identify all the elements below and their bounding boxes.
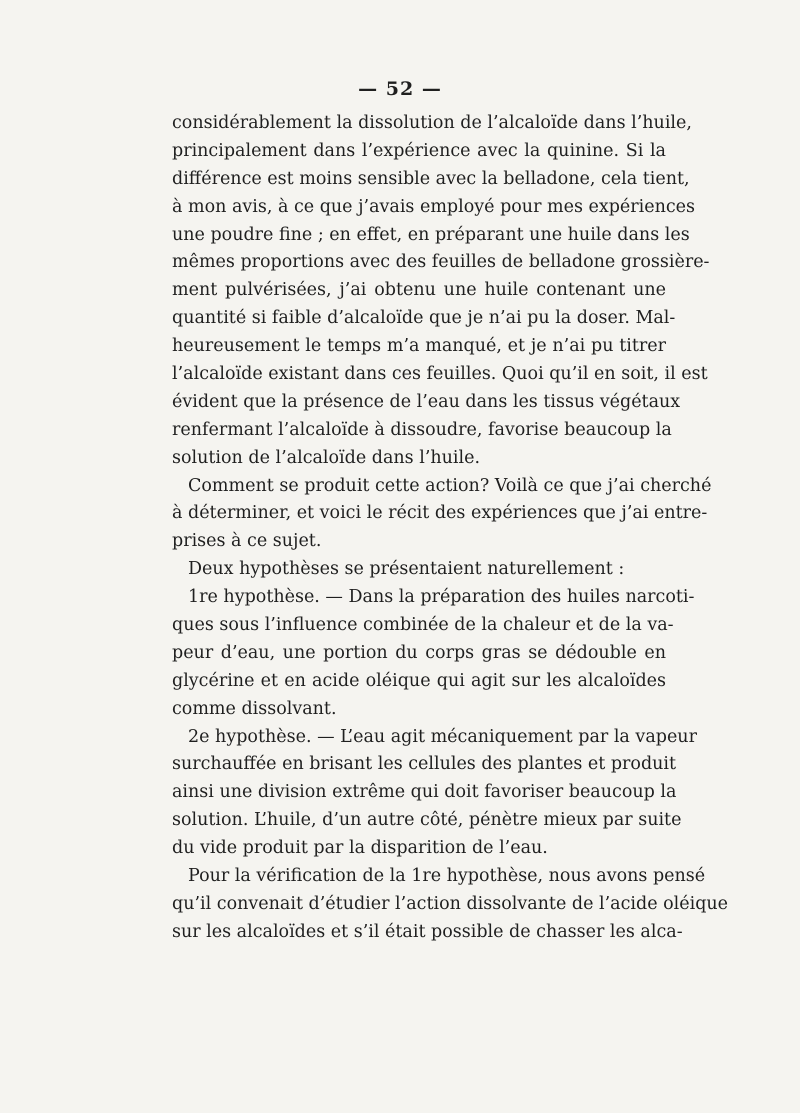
paragraph-6	[172, 863, 729, 947]
text-line: ainsi une division extrême qui doit favoriser beaucoup la	[172, 782, 677, 803]
text-line: du vide produit par la disparition de l’eau.	[172, 838, 548, 859]
text-line: peur d’eau, une portion du corps gras se dédouble en	[172, 642, 666, 663]
text-line: mêmes proportions avec des feuilles de belladone grossière-	[172, 252, 710, 273]
text-line: surchauffée en brisant les cellules des plantes et produit	[172, 754, 677, 775]
text-line: une poudre fine ; en effet, en préparant une huile dans les	[172, 224, 690, 245]
paragraph-3	[172, 556, 666, 584]
paragraph-2	[172, 473, 712, 557]
text-line: Pour la vérification de la 1re hypothèse, nous avons pensé	[188, 866, 706, 887]
text-line: à mon avis, à ce que j’avais employé pour mes expériences	[172, 196, 696, 217]
text-line: l’alcaloïde existant dans ces feuilles. Quoi qu’il en soit, il est	[172, 364, 708, 385]
text-line: renfermant l’alcaloïde à dissoudre, favorise beaucoup la	[172, 419, 672, 440]
text-line: solution. L’huile, d’un autre côté, pénètre mieux par suite	[172, 810, 682, 831]
text-line: ment pulvérisées, j’ai obtenu une huile contenant une	[172, 280, 666, 301]
text-line: sur les alcaloïdes et s’il était possible de chasser les alca-	[172, 921, 683, 942]
text-line: différence est moins sensible avec la belladone, cela tient,	[172, 168, 690, 189]
text-line: 2e hypothèse. — L’eau agit mécaniquement par la vapeur	[188, 726, 697, 747]
text-line: quantité si faible d’alcaloïde que je n’ai pu la doser. Mal-	[172, 308, 676, 329]
text-line: solution de l’alcaloïde dans l’huile.	[172, 447, 481, 468]
text-line: Comment se produit cette action? Voilà ce que j’ai cherché	[188, 475, 712, 496]
paragraph-1	[172, 110, 710, 473]
text-line: comme dissolvant.	[172, 698, 337, 719]
text-line: 1re hypothèse. — Dans la préparation des huiles narcoti-	[188, 587, 695, 608]
text-line: prises à ce sujet.	[172, 531, 322, 552]
paragraph-5	[172, 724, 697, 863]
body-text	[172, 110, 729, 947]
text-line: ques sous l’influence combinée de la chaleur et de la va-	[172, 615, 674, 636]
paragraph-4	[172, 584, 695, 723]
text-line: qu’il convenait d’étudier l’action dissolvante de l’acide oléique	[172, 893, 729, 914]
text-line: à déterminer, et voici le récit des expériences que j’ai entre-	[172, 503, 708, 524]
text-line: Deux hypothèses se présentaient naturellement :	[188, 559, 625, 580]
page-number: — 52 —	[358, 78, 442, 100]
text-line: évident que la présence de l’eau dans les tissus végétaux	[172, 391, 681, 412]
text-line: considérablement la dissolution de l’alcaloïde dans l’huile,	[172, 113, 692, 133]
text-line: heureusement le temps m’a manqué, et je n’ai pu titrer	[172, 336, 666, 357]
text-line: principalement dans l’expérience avec la quinine. Si la	[172, 140, 666, 161]
text-line: glycérine et en acide oléique qui agit sur les alcaloïdes	[172, 670, 666, 691]
